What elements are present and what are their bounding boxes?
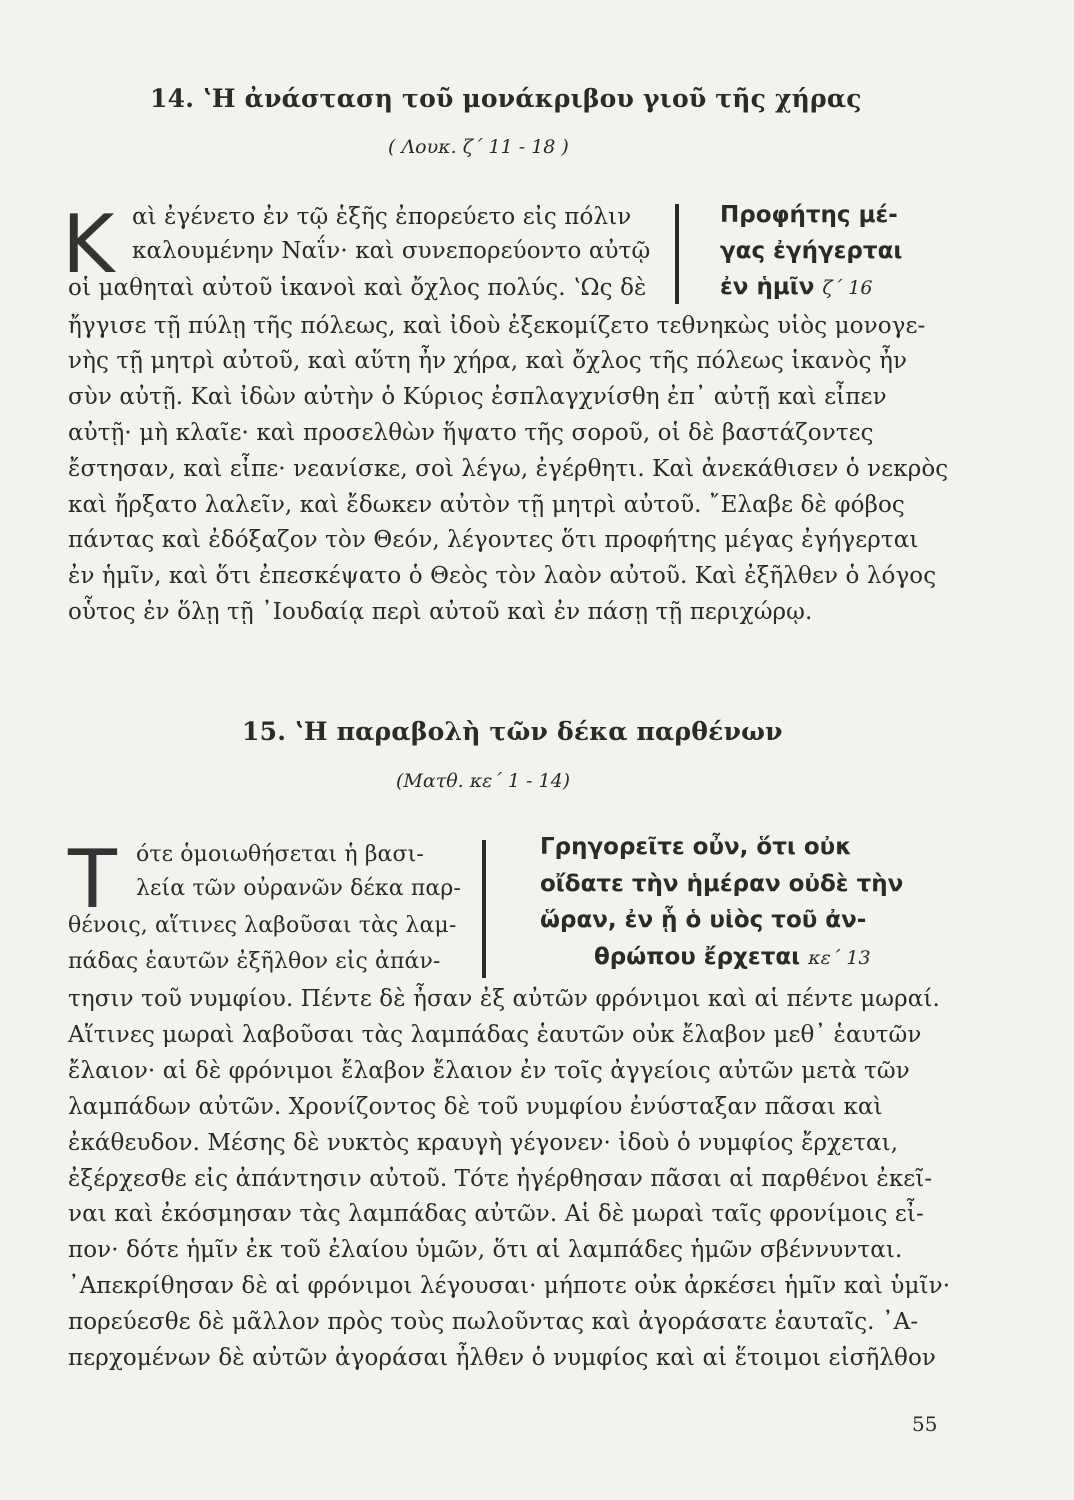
- section-15-dropcap: Τ: [68, 833, 117, 926]
- section-14-sidebar-line-2: γας ἐγήγερται: [720, 238, 903, 264]
- section-14-line-8: ἔστησαν, καὶ εἶπε· νεανίσκε, σοὶ λέγω, ἐγέρθητι. Καὶ ἀνεκάθισεν ὁ νεκρὸς: [68, 456, 949, 482]
- section-15-sidebar-line-1: Γρηγορεῖτε οὖν, ὅτι οὐκ: [540, 834, 852, 860]
- section-15-line-8: λαμπάδων αὐτῶν. Χρονίζοντος δὲ τοῦ νυμφίου ἐνύσταξαν πᾶσαι καὶ: [68, 1094, 883, 1120]
- section-14-line-5: νὴς τῇ μητρὶ αὐτοῦ, καὶ αὕτη ἦν χήρα, καὶ ὄχλος τῆς πόλεως ἱκανὸς ἦν: [68, 348, 908, 374]
- section-15-reference: (Ματθ. κε΄ 1 - 14): [396, 770, 571, 792]
- section-15-sidebar-line-2: οἴδατε τὴν ἡμέραν οὐδὲ τὴν: [540, 871, 904, 897]
- section-15-line-7: ἔλαιον· αἱ δὲ φρόνιμοι ἔλαβον ἔλαιον ἐν τοῖς ἀγγείοις αὐτῶν μετὰ τῶν: [68, 1058, 910, 1084]
- section-14-sidebar-line-3: [720, 274, 872, 300]
- section-15-line-11: ναι καὶ ἐκόσμησαν τὰς λαμπάδας αὐτῶν. Αἱ δὲ μωραὶ ταῖς φρονίμοις εἶ-: [68, 1201, 924, 1227]
- section-15-line-13: ᾿Απεκρίθησαν δὲ αἱ φρόνιμοι λέγουσαι· μήποτε οὐκ ἀρκέσει ἡμῖν καὶ ὑμῖν·: [68, 1273, 951, 1299]
- section-14-dropcap: Κ: [62, 198, 115, 291]
- section-14-sidebar-line-1: Προφήτης μέ-: [720, 202, 898, 228]
- section-15-line-10: ἐξέρχεσθε εἰς ἀπάντησιν αὐτοῦ. Τότε ἠγέρθησαν πᾶσαι αἱ παρθένοι ἐκεῖ-: [68, 1166, 933, 1192]
- section-14-line-1: αὶ ἐγένετο ἐν τῷ ἑξῆς ἐπορεύετο εἰς πόλιν: [132, 204, 632, 230]
- section-15-line-5: τησιν τοῦ νυμφίου. Πέντε δὲ ἦσαν ἐξ αὐτῶν φρόνιμοι καὶ αἱ πέντε μωραί.: [68, 986, 940, 1012]
- section-14-line-9: καὶ ἤρξατο λαλεῖν, καὶ ἔδωκεν αὐτὸν τῇ μητρὶ αὐτοῦ. ῎Ελαβε δὲ φόβος: [68, 492, 905, 518]
- section-14-line-3: οἱ μαθηταὶ αὐτοῦ ἱκανοὶ καὶ ὄχλος πολύς. ʽΩς δὲ: [68, 275, 647, 301]
- section-14-line-2: καλουμένην Ναΐν· καὶ συνεπορεύοντο αὐτῷ: [132, 238, 651, 264]
- section-15-line-9: ἐκάθευδον. Μέσης δὲ νυκτὸς κραυγὴ γέγονεν· ἰδοὺ ὁ νυμφίος ἔρχεται,: [68, 1130, 899, 1156]
- section-15-line-3: θένοις, αἵτινες λαβοῦσαι τὰς λαμ-: [68, 913, 457, 938]
- section-15-line-14: πορεύεσθε δὲ μᾶλλον πρὸς τοὺς πωλοῦντας καὶ ἀγοράσατε ἑαυταῖς. ᾿Α-: [68, 1309, 919, 1335]
- section-15-line-1: ότε ὁμοιωθήσεται ἡ βασι-: [136, 842, 424, 867]
- section-15-line-6: Αἵτινες μωραὶ λαβοῦσαι τὰς λαμπάδας ἑαυτῶν οὐκ ἔλαβον μεθ᾽ ἑαυτῶν: [68, 1022, 922, 1048]
- section-14-line-10: πάντας καὶ ἐδόξαζον τὸν Θεόν, λέγοντες ὅτι προφήτης μέγας ἐγήγερται: [68, 527, 919, 553]
- section-14-line-11: ἐν ἡμῖν, καὶ ὅτι ἐπεσκέψατο ὁ Θεὸς τὸν λαὸν αὐτοῦ. Καὶ ἐξῆλθεν ὁ λόγος: [68, 563, 937, 589]
- section-15-line-4: πάδας ἑαυτῶν ἐξῆλθον εἰς ἀπάν-: [68, 949, 441, 974]
- section-15-sidebar-text: θρώπου ἔρχεται: [594, 944, 801, 970]
- section-14-sidebar-verse: ζ΄ 16: [822, 277, 873, 299]
- section-15-sidebar-line-3: ὥραν, ἐν ᾗ ὁ υἱὸς τοῦ ἀν-: [540, 907, 867, 933]
- section-14-reference: ( Λουκ. ζ΄ 11 - 18 ): [388, 136, 569, 158]
- section-14-sidebar-text: ἐν ἡμῖν: [720, 274, 815, 300]
- page-number: 55: [912, 1412, 938, 1436]
- section-15-sidebar-rule: [482, 840, 486, 978]
- section-15-line-12: πον· δότε ἡμῖν ἐκ τοῦ ἐλαίου ὑμῶν, ὅτι αἱ λαμπάδες ἡμῶν σβέννυνται.: [68, 1237, 903, 1263]
- section-15-line-15: περχομένων δὲ αὐτῶν ἀγοράσαι ἦλθεν ὁ νυμφίος καὶ αἱ ἕτοιμοι εἰσῆλθον: [68, 1345, 937, 1371]
- section-15-title: 15. ʽΗ παραβολὴ τῶν δέκα παρθένων: [242, 717, 783, 746]
- section-14-line-4: ἤγγισε τῇ πύλῃ τῆς πόλεως, καὶ ἰδοὺ ἐξεκομίζετο τεθνηκὼς υἱὸς μονογε-: [68, 313, 926, 339]
- section-14-line-6: σὺν αὐτῇ. Καὶ ἰδὼν αὐτὴν ὁ Κύριος ἐσπλαγχνίσθη ἐπ᾽ αὐτῇ καὶ εἶπεν: [68, 384, 887, 410]
- section-14-sidebar-rule: [675, 204, 679, 304]
- section-15-sidebar-line-4: [594, 944, 871, 970]
- section-15-sidebar-verse: κε΄ 13: [808, 947, 871, 969]
- section-14-title: 14. ʽΗ ἀνάσταση τοῦ μονάκριβου γιοῦ τῆς χήρας: [150, 84, 862, 113]
- section-14-line-12: οὗτος ἐν ὅλῃ τῇ ᾿Ιουδαίᾳ περὶ αὐτοῦ καὶ ἐν πάσῃ τῇ περιχώρῳ.: [68, 599, 813, 625]
- section-15-line-2: λεία τῶν οὐρανῶν δέκα παρ-: [136, 876, 461, 901]
- section-14-line-7: αὐτῇ· μὴ κλαῖε· καὶ προσελθὼν ἥψατο τῆς σοροῦ, οἱ δὲ βαστάζοντες: [68, 420, 874, 446]
